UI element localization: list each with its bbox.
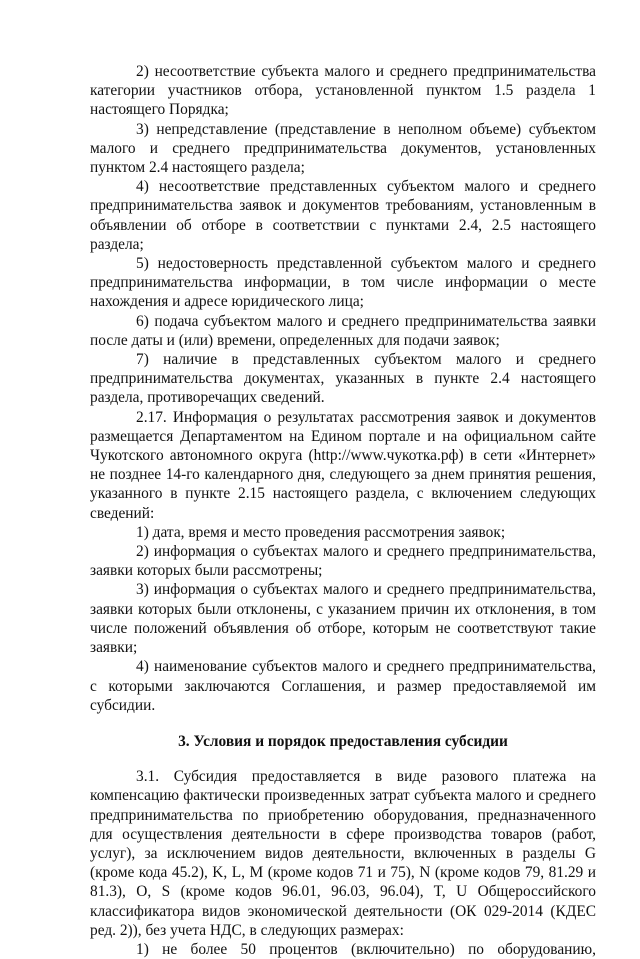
list-item-a6: 6) подача субъектом малого и среднего предпринимательства заявки после даты и (или) времени, определенных для подачи заявок; <box>90 312 596 349</box>
list-item-b1: 1) дата, время и место проведения рассмотрения заявок; <box>136 523 506 541</box>
clause-2-17: 2.17. Информация о результатах рассмотрения заявок и документов размещается Департаментом на Едином портале и на официальном сайте Чукотского автономного округа (http://www.чукотка.рф) в сети «Интернет» не позднее 14-го календарного дня, следующего за днем принятия решения, указанного в пункте 2.15 настоящего раздела, с включением следующих сведений: <box>90 408 596 522</box>
list-item-a7: 7) наличие в представленных субъектом малого и среднего предпринимательства документах, указанных в пункте 2.4 настоящего раздела, противоречащих сведений. <box>90 351 596 407</box>
list-item-a2: 2) несоответствие субъекта малого и среднего предпринимательства категории участников отбора, установленной пунктом 1.5 раздела 1 настоящего Порядка; <box>90 63 596 119</box>
list-item-a5: 5) недостоверность представленной субъектом малого и среднего предпринимательства информации, в том числе информации о месте нахождения и адресе юридического лица; <box>90 255 596 311</box>
list-item-b2: 2) информация о субъектах малого и среднего предпринимательства, заявки которых были рассмотрены; <box>90 543 596 580</box>
list-item-a4: 4) несоответствие представленных субъектом малого и среднего предпринимательства заявок и документов требованиям, установленным в объявлении об отборе в соответствии с пунктами 2.4, 2.5 настоящего раздела; <box>90 178 596 253</box>
section-heading: 3. Условия и порядок предоставления субсидии <box>178 732 508 750</box>
list-item-b4: 4) наименование субъектов малого и среднего предпринимательства, с которыми заключаются Соглашения, и размер предоставляемой им субсидии. <box>90 658 596 714</box>
clause-3-1-item-1: 1) не более 50 процентов (включительно) по оборудованию, <box>136 940 596 958</box>
list-item-b3: 3) информация о субъектах малого и среднего предпринимательства, заявки которых были отклонены, с указанием причин их отклонения, в том числе положений объявления об отборе, которым не соответствуют такие заявки; <box>90 581 596 657</box>
clause-3-1: 3.1. Субсидия предоставляется в виде разового платежа на компенсацию фактически произведенных затрат субъекта малого и среднего предпринимательства по приобретению оборудования, предназначенного для осуществления деятельности в сфере производства товаров (работ, услуг), за исключением видов деятельности, включенных в разделы G (кроме кода 45.2), K, L, M (кроме кодов 71 и 75), N (кроме кодов 79, 81.29 и 81.3), O, S (кроме кодов 96.01, 96.03, 96.04), T, U Общероссийского классификатора видов экономической деятельности (ОК 029-2014 (КДЕС ред. 2)), без учета НДС, в следующих размерах: <box>90 768 596 939</box>
document-page <box>90 62 596 959</box>
list-item-a3: 3) непредставление (представление в неполном объеме) субъектом малого и среднего предпринимательства документов, установленных пунктом 2.4 настоящего раздела; <box>90 120 596 177</box>
